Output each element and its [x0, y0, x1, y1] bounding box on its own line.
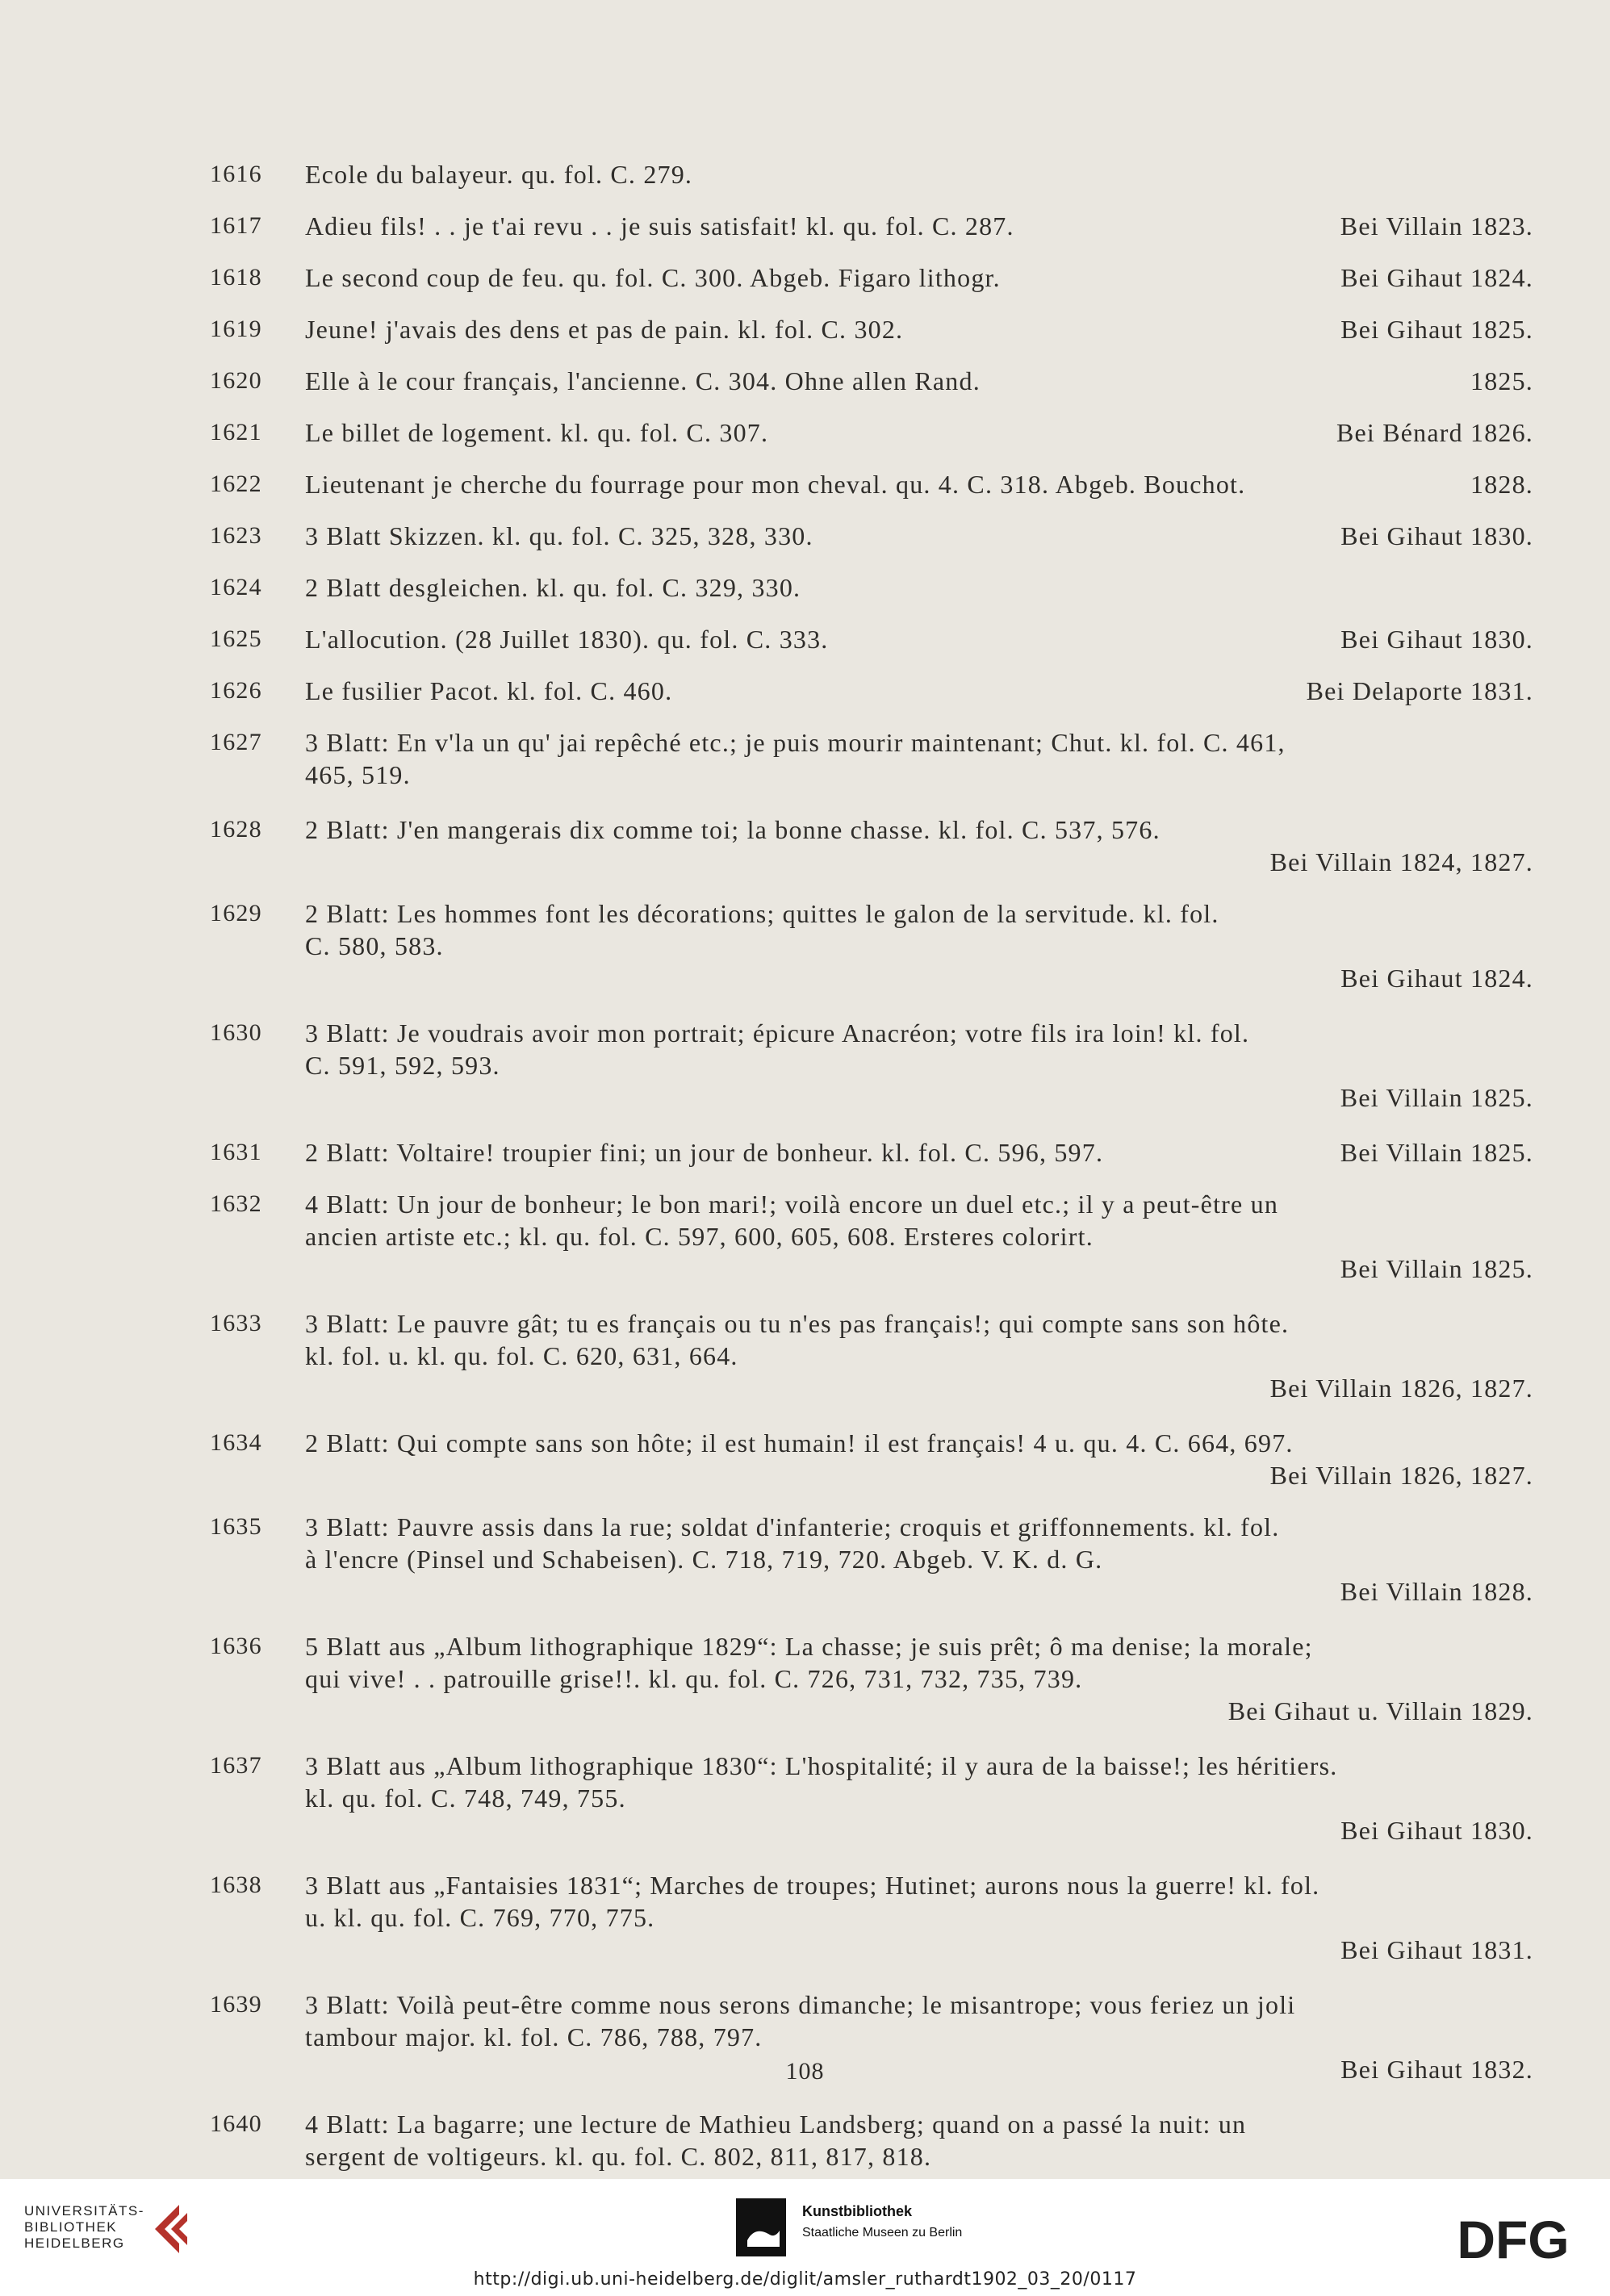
entry-provenance: Bei Gihaut 1825. [1340, 315, 1533, 344]
catalogue-entry [210, 1869, 1533, 1966]
entry-line: sergent de voltigeurs. kl. qu. fol. C. 802, 811, 817, 818. [305, 2142, 932, 2171]
entry-line: 2 Blatt: Les hommes font les décorations; quittes le galon de la servitude. kl. fol. [305, 899, 1219, 928]
catalogue-entry [210, 1511, 1533, 1608]
entry-number: 1624 [210, 574, 262, 600]
entry-text [305, 1750, 1533, 1846]
entry-line: 3 Blatt: En v'la un qu' jai repêché etc.; je puis mourir maintenant; Chut. kl. fol. C. 461, [305, 728, 1286, 757]
catalogue-entry [210, 897, 1533, 994]
catalogue-entry [210, 813, 1533, 878]
entry-number: 1640 [210, 2110, 262, 2137]
entry-line: qui vive! . . patrouille grise!!. kl. qu. fol. C. 726, 731, 732, 735, 739. [305, 1664, 1083, 1693]
catalogue-entry [210, 1017, 1533, 1114]
entry-provenance: Bei Gihaut 1830. [1340, 521, 1533, 550]
entry-text [305, 468, 1533, 500]
entry-number: 1631 [210, 1139, 262, 1165]
catalogue-entry [210, 520, 1533, 552]
entry-line: ancien artiste etc.; kl. qu. fol. C. 597, 600, 605, 608. Ersteres colorirt. [305, 1222, 1094, 1251]
entry-number: 1638 [210, 1872, 262, 1898]
entry-line: 2 Blatt: J'en mangerais dix comme toi; la bonne chasse. kl. fol. C. 537, 576. [305, 815, 1160, 844]
catalogue-entry [210, 1136, 1533, 1169]
entry-number: 1628 [210, 816, 262, 843]
entry-line: 3 Blatt: Pauvre assis dans la rue; soldat d'infanterie; croquis et griffonnements. kl. fol. [305, 1512, 1280, 1541]
entry-provenance: Bei Gihaut 1832. [1340, 2055, 1533, 2084]
entry-provenance: Bei Gihaut 1824. [1340, 263, 1533, 292]
catalogue-entry [210, 1307, 1533, 1404]
entry-number: 1639 [210, 1991, 262, 2018]
entry-text [305, 520, 1533, 552]
entry-number: 1637 [210, 1752, 262, 1779]
university-line: BIBLIOTHEK [24, 2219, 118, 2235]
catalogue-entry [210, 416, 1533, 449]
catalogue-entry [210, 261, 1533, 294]
entry-text [305, 1869, 1533, 1966]
university-mark-icon [147, 2197, 195, 2261]
entry-line: 3 Blatt: Le pauvre gât; tu es français ou tu n'es pas français!; qui compte sans son hôte. [305, 1309, 1290, 1338]
entry-text [305, 1017, 1533, 1114]
entry-text [305, 897, 1533, 994]
entry-line: 3 Blatt: Je voudrais avoir mon portrait; épicure Anacréon; votre fils ira loin! kl. fol. [305, 1018, 1250, 1048]
entry-number: 1627 [210, 729, 262, 755]
university-line: UNIVERSITÄTS- [24, 2203, 144, 2219]
catalogue-entry [210, 1427, 1533, 1491]
catalogue-entry [210, 1630, 1533, 1727]
entry-provenance: Bei Bénard 1826. [1336, 418, 1533, 447]
entry-line: 2 Blatt: Qui compte sans son hôte; il est humain! il est français! 4 u. qu. 4. C. 664, 697. [305, 1428, 1294, 1457]
entry-line: Ecole du balayeur. qu. fol. C. 279. [305, 160, 693, 189]
entry-line: 4 Blatt: Un jour de bonheur; le bon mari!; voilà encore un duel etc.; il y a peut-être un [305, 1190, 1279, 1219]
catalogue-entry [210, 571, 1533, 604]
entry-line: Adieu fils! . . je t'ai revu . . je suis satisfait! kl. qu. fol. C. 287. [305, 211, 1014, 240]
entry-provenance: Bei Villain 1826, 1827. [1269, 1461, 1533, 1490]
entry-provenance: Bei Villain 1826, 1827. [1269, 1374, 1533, 1403]
entry-text [305, 416, 1533, 449]
entry-provenance: Bei Villain 1828. [1340, 1577, 1533, 1606]
catalogue-entry [210, 623, 1533, 655]
entry-provenance: Bei Delaporte 1831. [1306, 676, 1533, 705]
entry-text [305, 365, 1533, 397]
entry-line: 3 Blatt: Voilà peut-être comme nous serons dimanche; le misantrope; vous feriez un joli [305, 1990, 1296, 2019]
entry-text [305, 210, 1533, 242]
entry-line: C. 591, 592, 593. [305, 1051, 500, 1080]
catalogue-entry [210, 313, 1533, 345]
entry-text [305, 623, 1533, 655]
entry-provenance: Bei Villain 1824, 1827. [1269, 847, 1533, 876]
dfg-logo-text: DFG [1457, 2211, 1570, 2268]
footer-bar [0, 2179, 1610, 2296]
entry-provenance: 1825. [1470, 366, 1533, 395]
entry-number: 1626 [210, 677, 262, 704]
entry-number: 1622 [210, 470, 262, 497]
entry-line: 3 Blatt Skizzen. kl. qu. fol. C. 325, 328, 330. [305, 521, 813, 550]
entry-provenance: Bei Villain 1825. [1340, 1254, 1533, 1283]
entry-line: C. 580, 583. [305, 931, 444, 960]
catalogue-entry [210, 1188, 1533, 1285]
entry-number: 1625 [210, 625, 262, 652]
dfg-logo[interactable] [1436, 2211, 1590, 2268]
entry-line: kl. fol. u. kl. qu. fol. C. 620, 631, 664. [305, 1341, 738, 1370]
entry-line: 2 Blatt desgleichen. kl. qu. fol. C. 329, 330. [305, 573, 801, 602]
entry-text [305, 158, 1533, 190]
entry-provenance: Bei Gihaut 1824. [1340, 964, 1533, 993]
entry-provenance: Bei Gihaut 1830. [1340, 1816, 1533, 1845]
entry-line: 5 Blatt aus „Album lithographique 1829“: La chasse; je suis prêt; ô ma denise; la morale; [305, 1632, 1313, 1661]
catalogue-entry [210, 726, 1533, 791]
entry-line: 3 Blatt aus „Album lithographique 1830“: L'hospitalité; il y aura de la baisse!; les héritiers. [305, 1751, 1338, 1780]
entry-number: 1634 [210, 1429, 262, 1456]
entry-number: 1629 [210, 900, 262, 926]
entry-line: Le billet de logement. kl. qu. fol. C. 307. [305, 418, 769, 447]
entry-line: 465, 519. [305, 760, 411, 789]
entry-line: Elle à le cour français, l'ancienne. C. 304. Ohne allen Rand. [305, 366, 981, 395]
entry-number: 1616 [210, 161, 262, 187]
entry-text [305, 1511, 1533, 1608]
source-url-link[interactable]: http://digi.ub.uni-heidelberg.de/diglit/amsler_ruthardt1902_03_20/0117 [473, 2269, 1137, 2290]
entry-line: à l'encre (Pinsel und Schabeisen). C. 718, 719, 720. Abgeb. V. K. d. G. [305, 1545, 1103, 1574]
entry-text [305, 1630, 1533, 1727]
entry-provenance: Bei Villain 1823. [1340, 211, 1533, 240]
entry-number: 1636 [210, 1633, 262, 1659]
entry-number: 1619 [210, 316, 262, 342]
catalogue-entry [210, 1750, 1533, 1846]
entry-number: 1633 [210, 1310, 262, 1336]
entry-line: Lieutenant je cherche du fourrage pour mon cheval. qu. 4. C. 318. Abgeb. Bouchot. [305, 470, 1246, 499]
entry-provenance: 1828. [1470, 470, 1533, 499]
kunstbibliothek-mark-icon [736, 2198, 786, 2256]
kunstbibliothek-logo[interactable] [736, 2198, 1027, 2263]
entry-number: 1621 [210, 419, 262, 445]
entry-line: Le fusilier Pacot. kl. fol. C. 460. [305, 676, 673, 705]
catalogue-entries [210, 158, 1533, 2227]
entry-number: 1617 [210, 212, 262, 239]
entry-line: Le second coup de feu. qu. fol. C. 300. Abgeb. Figaro lithogr. [305, 263, 1001, 292]
entry-provenance: Bei Gihaut 1830. [1340, 625, 1533, 654]
entry-provenance: Bei Villain 1825. [1340, 1138, 1533, 1167]
entry-line: 2 Blatt: Voltaire! troupier fini; un jour de bonheur. kl. fol. C. 596, 597. [305, 1138, 1104, 1167]
entry-line: L'allocution. (28 Juillet 1830). qu. fol. C. 333. [305, 625, 829, 654]
entry-number: 1618 [210, 264, 262, 291]
library-subtitle: Staatliche Museen zu Berlin [802, 2226, 963, 2240]
entry-line: tambour major. kl. fol. C. 786, 788, 797. [305, 2022, 763, 2051]
entry-line: kl. qu. fol. C. 748, 749, 755. [305, 1784, 626, 1813]
entry-number: 1635 [210, 1513, 262, 1540]
entry-text [305, 675, 1533, 707]
entry-text [305, 1427, 1533, 1491]
entry-text [305, 1136, 1533, 1169]
entry-number: 1620 [210, 367, 262, 394]
entry-provenance: Bei Gihaut u. Villain 1829. [1227, 1696, 1533, 1725]
entry-text [305, 1307, 1533, 1404]
entry-line: Jeune! j'avais des dens et pas de pain. kl. fol. C. 302. [305, 315, 904, 344]
entry-text [305, 261, 1533, 294]
entry-provenance: Bei Gihaut 1831. [1340, 1935, 1533, 1964]
entry-text [305, 813, 1533, 878]
entry-number: 1623 [210, 522, 262, 549]
entry-provenance: Bei Villain 1825. [1340, 1083, 1533, 1112]
entry-text [305, 726, 1533, 791]
entry-line: 4 Blatt: La bagarre; une lecture de Mathieu Landsberg; quand on a passé la nuit: un [305, 2110, 1247, 2139]
catalogue-entry [210, 365, 1533, 397]
page-number: 108 [785, 2058, 825, 2085]
entry-number: 1632 [210, 1190, 262, 1217]
entry-text [305, 313, 1533, 345]
entry-text [305, 571, 1533, 604]
catalogue-entry [210, 468, 1533, 500]
university-library-logo[interactable] [24, 2203, 144, 2252]
university-line: HEIDELBERG [24, 2235, 125, 2251]
entry-number: 1630 [210, 1019, 262, 1046]
catalogue-entry [210, 210, 1533, 242]
catalogue-entry [210, 158, 1533, 190]
catalogue-entry [210, 675, 1533, 707]
library-title: Kunstbibliothek [802, 2203, 912, 2219]
entry-line: u. kl. qu. fol. C. 769, 770, 775. [305, 1903, 655, 1932]
entry-text [305, 1188, 1533, 1285]
entry-line: 3 Blatt aus „Fantaisies 1831“; Marches de troupes; Hutinet; aurons nous la guerre! kl. fol. [305, 1871, 1320, 1900]
